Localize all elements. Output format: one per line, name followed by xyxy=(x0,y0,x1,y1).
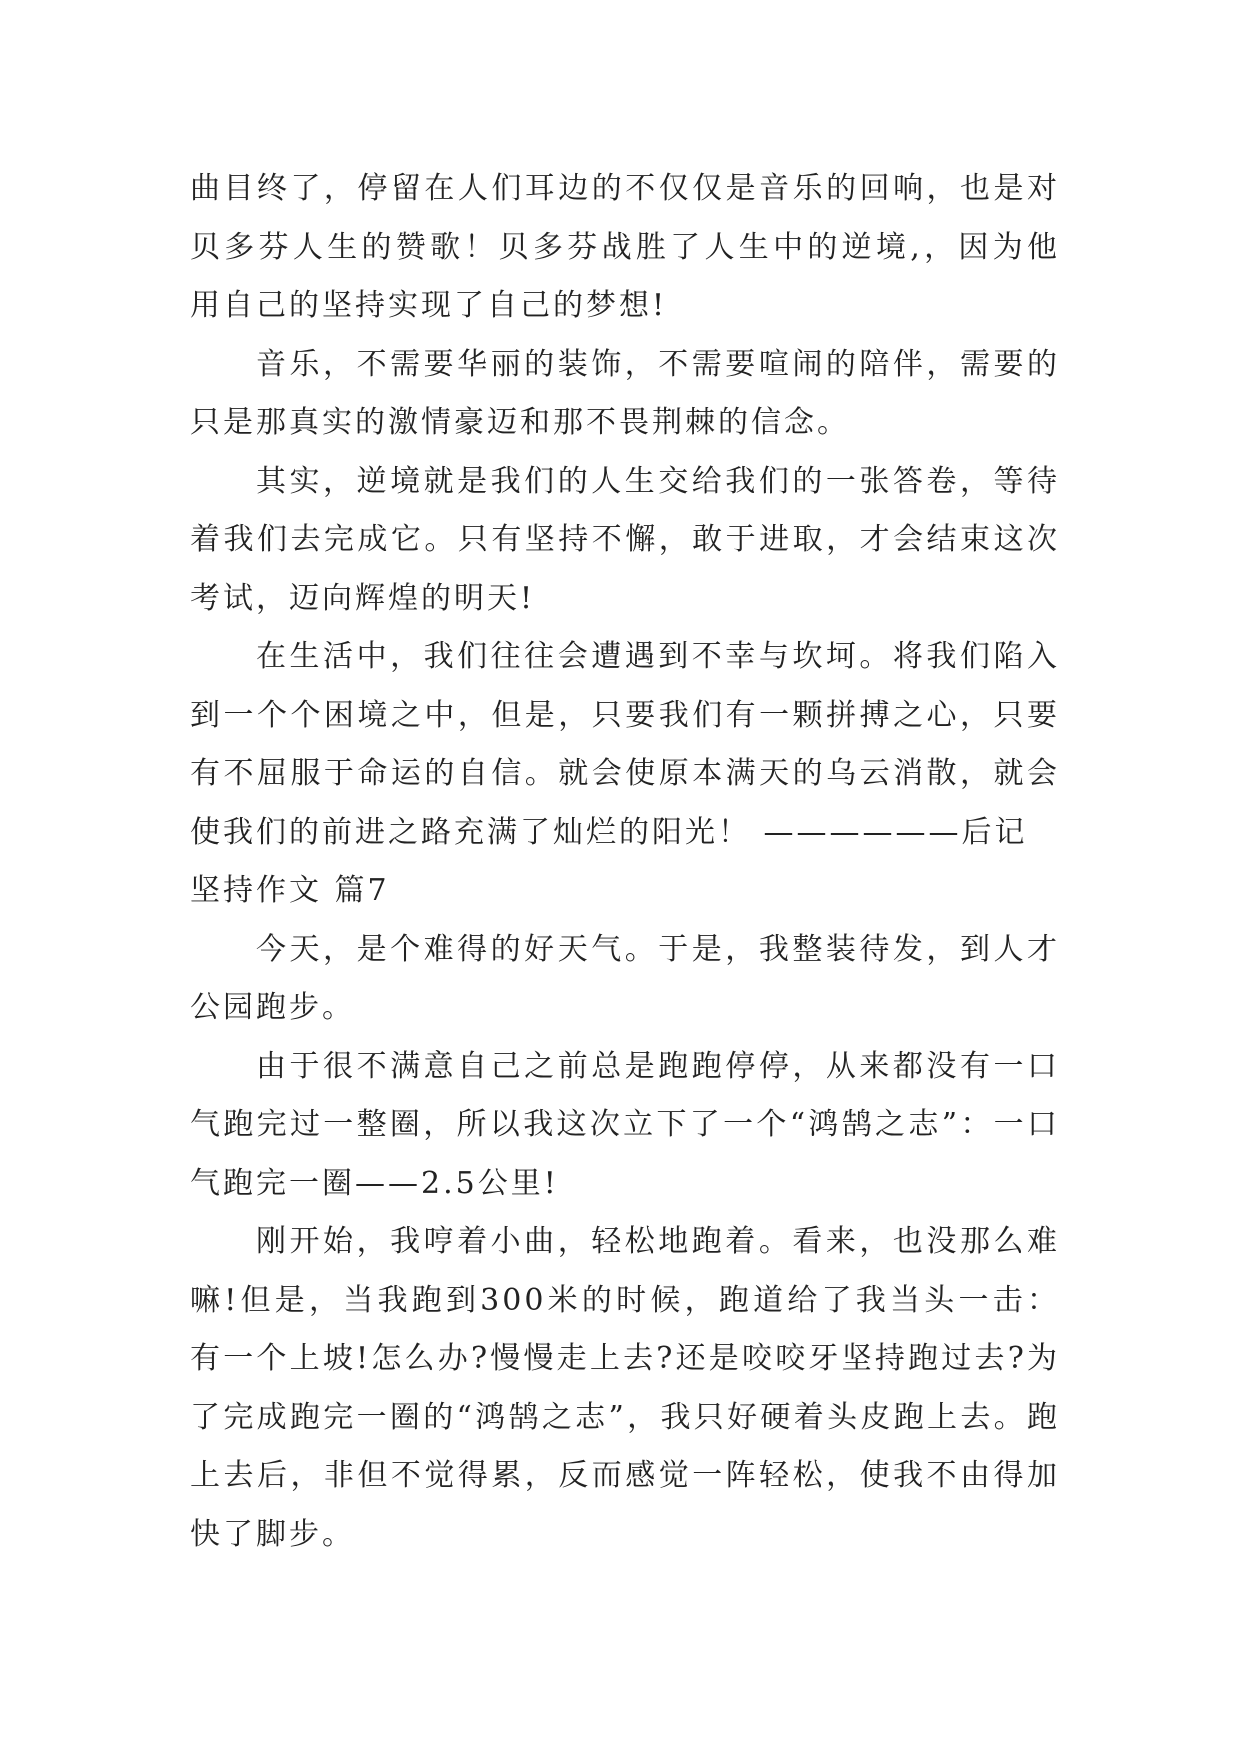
paragraph-1: 曲目终了，停留在人们耳边的不仅仅是音乐的回响，也是对贝多芬人生的赞歌！贝多芬战胜了人生中的逆境,，因为他用自己的坚持实现了自己的梦想! xyxy=(190,171,1060,323)
section-paragraph-1: 今天，是个难得的好天气。于是，我整装待发，到人才公园跑步。 xyxy=(190,931,1060,1025)
section-paragraph-2: 由于很不满意自己之前总是跑跑停停，从来都没有一口气跑完过一整圈，所以我这次立下了一个“鸿鹄之志”：一口气跑完一圈——2.5公里! xyxy=(190,1048,1060,1201)
paragraph-4: 在生活中，我们往往会遭遇到不幸与坎坷。将我们陷入到一个个困境之中，但是，只要我们有一颗拼搏之心，只要有不屈服于命运的自信。就会使原本满天的乌云消散，就会使我们的前进之路充满了灿烂的阳光！ ——————后记 xyxy=(190,639,1060,850)
section-title: 坚持作文 篇7 xyxy=(190,873,390,908)
section-paragraph-3: 刚开始，我哼着小曲，轻松地跑着。看来，也没那么难嘛!但是，当我跑到300米的时候，跑道给了我当头一击：有一个上坡!怎么办?慢慢走上去?还是咬咬牙坚持跑过去?为了完成跑完一圈的“鸿鹄之志”，我只好硬着头皮跑上去。跑上去后，非但不觉得累，反而感觉一阵轻松，使我不由得加快了脚步。 xyxy=(190,1224,1060,1552)
paragraph-2: 音乐，不需要华丽的装饰，不需要喧闹的陪伴，需要的只是那真实的激情豪迈和那不畏荆棘的信念。 xyxy=(190,346,1060,440)
document-body xyxy=(190,160,1060,1564)
paragraph-3: 其实，逆境就是我们的人生交给我们的一张答卷，等待着我们去完成它。只有坚持不懈，敢于进取，才会结束这次考试，迈向辉煌的明天! xyxy=(190,463,1060,616)
